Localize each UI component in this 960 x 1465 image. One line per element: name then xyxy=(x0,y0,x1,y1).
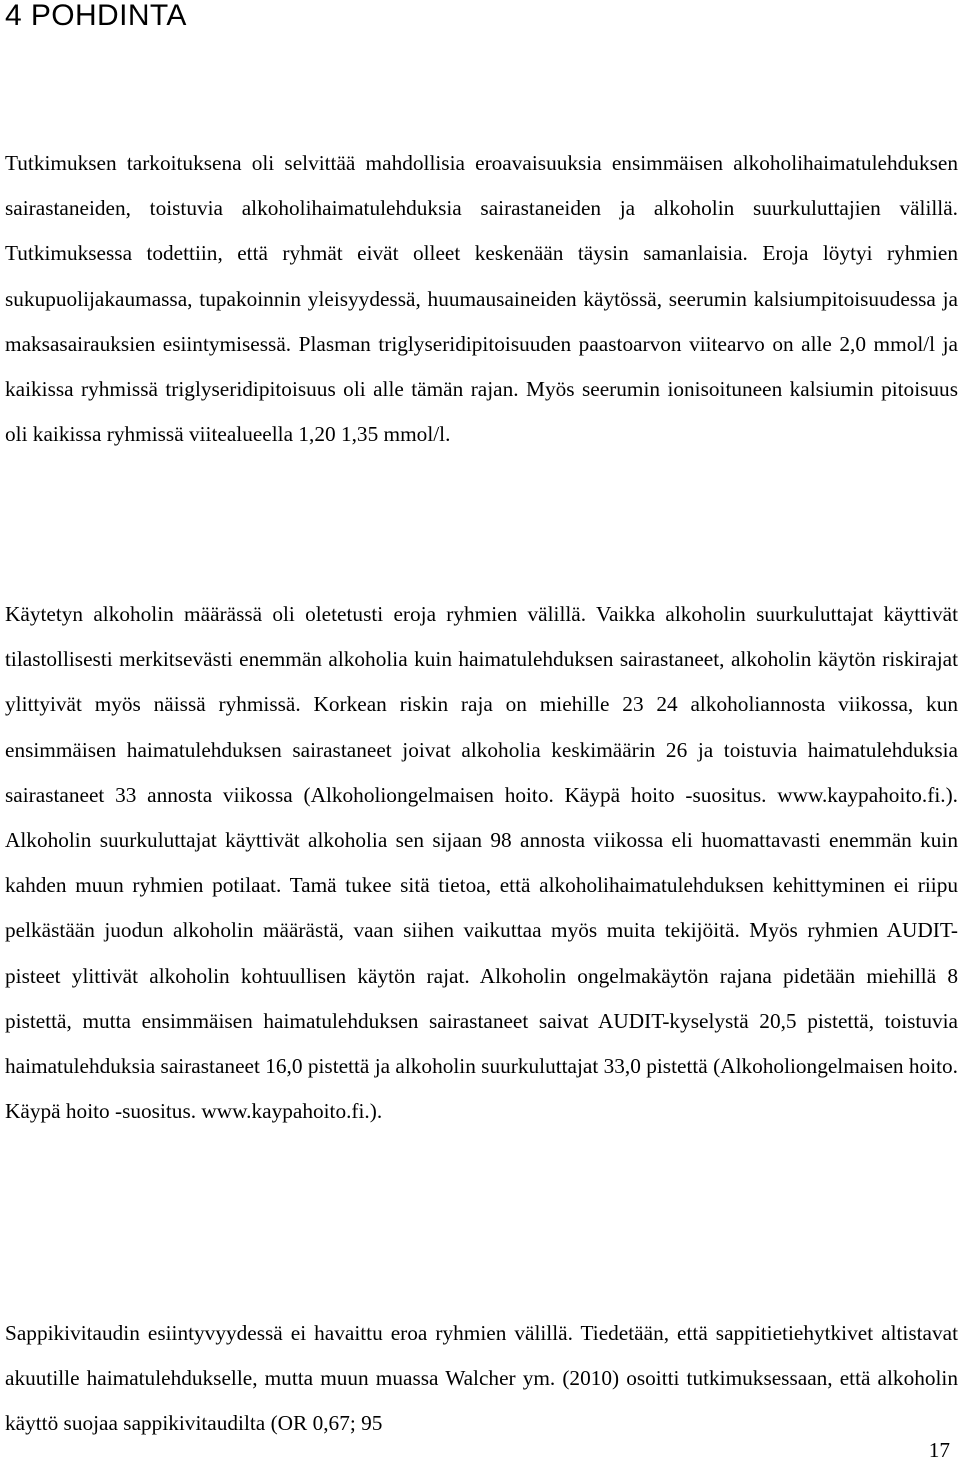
paragraph-1: Tutkimuksen tarkoituksena oli selvittää mahdollisia eroavaisuuksia ensimmäisen alkoholihaimatulehduksen sairastaneiden, toistuvia alkoholihaimatulehduksia sairastaneiden ja alkoholin suurkuluttajien välillä. Tutkimuksessa todettiin, että ryhmät eivät olleet keskenään täysin samanlaisia. Eroja löytyi ryhmien sukupuolijakaumassa, tupakoinnin yleisyydessä, huumausaineiden käytössä, seerumin kalsiumpitoisuudessa ja maksasairauksien esiintymisessä. Plasman triglyseridipitoisuuden paastoarvon viitearvo on alle 2,0 mmol/l ja kaikissa ryhmissä triglyseridipitoisuus oli alle tämän rajan. Myös seerumin ionisoituneen kalsiumin pitoisuus oli kaikissa ryhmissä viitealueella 1,20 1,35 mmol/l. xyxy=(5,151,958,447)
page-number: 17 xyxy=(928,1438,950,1462)
section-heading: 4 POHDINTA xyxy=(5,0,187,32)
paragraph-3: Sappikivitaudin esiintyvyydessä ei havaittu eroa ryhmien välillä. Tiedetään, että sappitietiehytkivet altistavat akuutille haimatulehdukselle, mutta muun muassa Walcher ym. (2010) osoitti tutkimuksessaan, että alkoholin käyttö suojaa sappikivitaudilta (OR 0,67; 95 xyxy=(5,1321,958,1436)
paragraph-2: Käytetyn alkoholin määrässä oli oletetusti eroja ryhmien välillä. Vaikka alkoholin suurkuluttajat käyttivät tilastollisesti merkitsevästi enemmän alkoholia kuin haimatulehduksen sairastaneet, alkoholin käytön riskirajat ylittyivät myös näissä ryhmissä. Korkean riskin raja on miehille 23 24 alkoholiannosta viikossa, kun ensimmäisen haimatulehduksen sairastaneet joivat alkoholia keskimäärin 26 ja toistuvia haimatulehduksia sairastaneet 33 annosta viikossa (Alkoholiongelmaisen hoito. Käypä hoito -suositus. www.kaypahoito.fi.). Alkoholin suurkuluttajat käyttivät alkoholia sen sijaan 98 annosta viikossa eli huomattavasti enemmän kuin kahden muun ryhmien potilaat. Tamä tukee sitä tietoa, että alkoholihaimatulehduksen kehittyminen ei riipu pelkästään juodun alkoholin määrästä, vaan siihen vaikuttaa myös muita tekijöitä. Myös ryhmien AUDIT-pisteet ylittivät alkoholin kohtuullisen käytön rajat. Alkoholin ongelmakäytön rajana pidetään miehillä 8 pistettä, mutta ensimmäisen haimatulehduksen sairastaneet saivat AUDIT-kyselystä 20,5 pistettä, toistuvia haimatulehduksia sairastaneet 16,0 pistettä ja alkoholin suurkuluttajat 33,0 pistettä (Alkoholiongelmaisen hoito. Käypä hoito -suositus. www.kaypahoito.fi.). xyxy=(5,602,958,1124)
